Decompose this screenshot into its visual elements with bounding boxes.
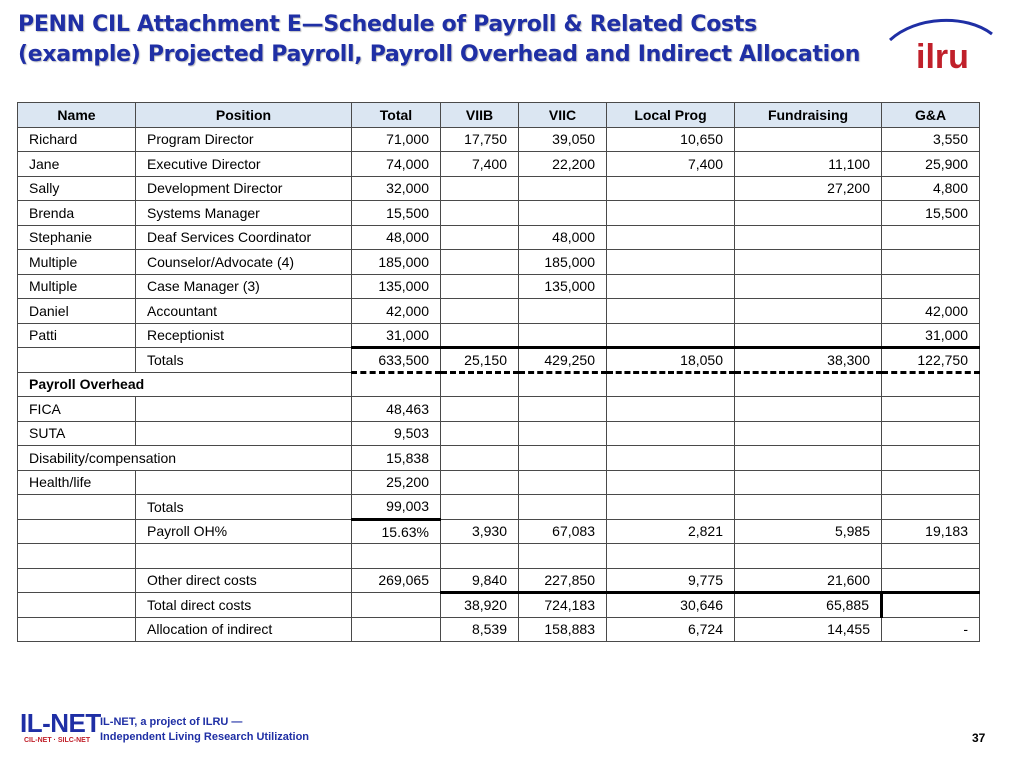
table-cell bbox=[735, 397, 882, 422]
table-cell bbox=[519, 176, 607, 201]
table-cell: Daniel bbox=[18, 299, 136, 324]
page-number: 37 bbox=[972, 731, 986, 745]
table-cell bbox=[735, 299, 882, 324]
table-cell: Multiple bbox=[18, 274, 136, 299]
table-cell: 48,000 bbox=[519, 225, 607, 250]
column-header: Total bbox=[352, 103, 441, 128]
table-cell: 185,000 bbox=[352, 250, 441, 275]
table-cell bbox=[18, 593, 136, 618]
table-cell bbox=[607, 421, 735, 446]
table-cell bbox=[882, 593, 980, 618]
table-row bbox=[18, 446, 980, 471]
table-cell: 21,600 bbox=[735, 568, 882, 593]
table-cell bbox=[519, 372, 607, 397]
table-cell bbox=[519, 495, 607, 520]
table-cell bbox=[519, 421, 607, 446]
title-line-1: PENN CIL Attachment E—Schedule of Payroll & Related Costs bbox=[18, 12, 757, 37]
table-cell: 15.63% bbox=[352, 519, 441, 544]
table-cell bbox=[607, 250, 735, 275]
table-cell bbox=[441, 470, 519, 495]
table-cell bbox=[735, 544, 882, 569]
table-cell: 25,900 bbox=[882, 152, 980, 177]
table-row bbox=[18, 176, 980, 201]
table-cell bbox=[607, 544, 735, 569]
column-header: VIIB bbox=[441, 103, 519, 128]
table-row bbox=[18, 201, 980, 226]
footer-line-1: IL-NET, a project of ILRU — bbox=[100, 716, 243, 728]
table-cell: 11,100 bbox=[735, 152, 882, 177]
table-cell: Totals bbox=[136, 495, 352, 520]
table-cell bbox=[18, 519, 136, 544]
table-cell bbox=[519, 299, 607, 324]
table-cell bbox=[607, 176, 735, 201]
table-cell bbox=[136, 470, 352, 495]
table-row bbox=[18, 127, 980, 152]
table-cell bbox=[441, 274, 519, 299]
table-cell bbox=[735, 323, 882, 348]
table-cell: 429,250 bbox=[519, 348, 607, 373]
table-cell: 65,885 bbox=[735, 593, 882, 618]
table-cell bbox=[519, 446, 607, 471]
table-cell bbox=[441, 544, 519, 569]
table-cell: 42,000 bbox=[882, 299, 980, 324]
table-cell: Other direct costs bbox=[136, 568, 352, 593]
section-heading-row bbox=[18, 372, 980, 397]
table-cell bbox=[352, 593, 441, 618]
table-cell bbox=[519, 201, 607, 226]
allocation-row bbox=[18, 617, 980, 642]
table-cell bbox=[441, 397, 519, 422]
table-cell bbox=[882, 372, 980, 397]
table-cell: 19,183 bbox=[882, 519, 980, 544]
table-cell: 31,000 bbox=[352, 323, 441, 348]
column-header: Local Prog bbox=[607, 103, 735, 128]
table-cell bbox=[607, 446, 735, 471]
table-cell bbox=[519, 323, 607, 348]
table-cell bbox=[18, 617, 136, 642]
table-cell: 38,300 bbox=[735, 348, 882, 373]
ilru-logo bbox=[886, 12, 996, 74]
table-row bbox=[18, 225, 980, 250]
table-cell bbox=[519, 544, 607, 569]
table-cell bbox=[735, 201, 882, 226]
table-cell: Total direct costs bbox=[136, 593, 352, 618]
title-line-2: (example) Projected Payroll, Payroll Overhead and Indirect Allocation bbox=[18, 42, 861, 67]
table-cell: 4,800 bbox=[882, 176, 980, 201]
table-cell: FICA bbox=[18, 397, 136, 422]
table-row bbox=[18, 397, 980, 422]
il-net-logo-subtext: CIL-NET · SILC-NET bbox=[24, 737, 91, 744]
table-cell bbox=[882, 470, 980, 495]
table-cell bbox=[441, 421, 519, 446]
table-cell: 15,500 bbox=[882, 201, 980, 226]
payroll-schedule-table bbox=[17, 102, 980, 642]
table-cell: 18,050 bbox=[607, 348, 735, 373]
table-cell: 30,646 bbox=[607, 593, 735, 618]
footer-caption bbox=[100, 715, 309, 745]
footer-line-2: Independent Living Research Utilization bbox=[100, 731, 310, 743]
table-cell: 9,775 bbox=[607, 568, 735, 593]
table-cell: 39,050 bbox=[519, 127, 607, 152]
column-header: Fundraising bbox=[735, 103, 882, 128]
table-cell bbox=[607, 299, 735, 324]
total-direct-row bbox=[18, 593, 980, 618]
column-header: G&A bbox=[882, 103, 980, 128]
table-cell bbox=[136, 421, 352, 446]
table-cell: 15,500 bbox=[352, 201, 441, 226]
table-cell: Payroll OH% bbox=[136, 519, 352, 544]
table-cell bbox=[136, 397, 352, 422]
table-cell: Deaf Services Coordinator bbox=[136, 225, 352, 250]
table-cell: 10,650 bbox=[607, 127, 735, 152]
table-row bbox=[18, 250, 980, 275]
table-cell bbox=[735, 495, 882, 520]
table-cell: 7,400 bbox=[441, 152, 519, 177]
table-cell: 9,840 bbox=[441, 568, 519, 593]
table-cell: 17,750 bbox=[441, 127, 519, 152]
table-cell bbox=[519, 470, 607, 495]
table-cell: Counselor/Advocate (4) bbox=[136, 250, 352, 275]
table-cell: 7,400 bbox=[607, 152, 735, 177]
table-cell bbox=[882, 250, 980, 275]
table-cell: Accountant bbox=[136, 299, 352, 324]
table-cell: 31,000 bbox=[882, 323, 980, 348]
other-direct-row bbox=[18, 568, 980, 593]
table-cell: 6,724 bbox=[607, 617, 735, 642]
table-cell: 2,821 bbox=[607, 519, 735, 544]
table-cell bbox=[441, 299, 519, 324]
table-cell: 15,838 bbox=[352, 446, 441, 471]
table-cell bbox=[441, 446, 519, 471]
table-cell bbox=[735, 372, 882, 397]
table-cell bbox=[352, 544, 441, 569]
table-cell: 71,000 bbox=[352, 127, 441, 152]
table-cell bbox=[882, 568, 980, 593]
table-cell: 99,003 bbox=[352, 495, 441, 520]
table-cell bbox=[441, 225, 519, 250]
table-cell: 48,463 bbox=[352, 397, 441, 422]
il-net-logo bbox=[20, 708, 101, 744]
table-cell: Case Manager (3) bbox=[136, 274, 352, 299]
table-cell: 135,000 bbox=[519, 274, 607, 299]
table-cell: Allocation of indirect bbox=[136, 617, 352, 642]
column-header: Name bbox=[18, 103, 136, 128]
table-cell: 3,550 bbox=[882, 127, 980, 152]
table-cell: 227,850 bbox=[519, 568, 607, 593]
table-cell bbox=[607, 225, 735, 250]
table-cell: 158,883 bbox=[519, 617, 607, 642]
table-cell bbox=[882, 397, 980, 422]
table-cell bbox=[735, 127, 882, 152]
table-cell bbox=[18, 544, 136, 569]
table-cell bbox=[882, 446, 980, 471]
table-cell bbox=[607, 372, 735, 397]
table-cell: 122,750 bbox=[882, 348, 980, 373]
table-cell bbox=[441, 250, 519, 275]
table-cell bbox=[441, 176, 519, 201]
table-row bbox=[18, 421, 980, 446]
table-cell: 67,083 bbox=[519, 519, 607, 544]
table-cell: Jane bbox=[18, 152, 136, 177]
table-cell: 269,065 bbox=[352, 568, 441, 593]
table-cell: 32,000 bbox=[352, 176, 441, 201]
spacer-row bbox=[18, 544, 980, 569]
table-cell bbox=[441, 372, 519, 397]
table-cell: Stephanie bbox=[18, 225, 136, 250]
table-cell bbox=[18, 495, 136, 520]
column-header: Position bbox=[136, 103, 352, 128]
ilru-logo-text: ilru bbox=[916, 38, 969, 74]
table-cell: SUTA bbox=[18, 421, 136, 446]
table-cell: 22,200 bbox=[519, 152, 607, 177]
table-cell bbox=[735, 470, 882, 495]
table-cell bbox=[136, 544, 352, 569]
table-cell: 3,930 bbox=[441, 519, 519, 544]
table-cell: 48,000 bbox=[352, 225, 441, 250]
table-cell: 185,000 bbox=[519, 250, 607, 275]
table-cell bbox=[352, 617, 441, 642]
table-row bbox=[18, 152, 980, 177]
table-cell bbox=[882, 421, 980, 446]
table-cell: Brenda bbox=[18, 201, 136, 226]
table-cell: Totals bbox=[136, 348, 352, 373]
table-cell: 14,455 bbox=[735, 617, 882, 642]
table-cell: 38,920 bbox=[441, 593, 519, 618]
table-cell: 27,200 bbox=[735, 176, 882, 201]
table-body bbox=[18, 127, 980, 642]
table-cell bbox=[441, 323, 519, 348]
table-cell bbox=[607, 397, 735, 422]
table-cell bbox=[607, 470, 735, 495]
table-row bbox=[18, 323, 980, 348]
table-cell bbox=[607, 495, 735, 520]
il-net-logo-text: IL-NET bbox=[20, 708, 101, 738]
table-cell bbox=[735, 274, 882, 299]
table-cell: Executive Director bbox=[136, 152, 352, 177]
table-cell: 74,000 bbox=[352, 152, 441, 177]
table-cell: Development Director bbox=[136, 176, 352, 201]
table-cell: Multiple bbox=[18, 250, 136, 275]
table-cell: 42,000 bbox=[352, 299, 441, 324]
table-cell bbox=[607, 274, 735, 299]
header-row bbox=[18, 103, 980, 128]
table-cell: Richard bbox=[18, 127, 136, 152]
table-cell: 633,500 bbox=[352, 348, 441, 373]
table-cell: Patti bbox=[18, 323, 136, 348]
table-cell bbox=[352, 372, 441, 397]
table-cell: 25,150 bbox=[441, 348, 519, 373]
table-cell bbox=[441, 495, 519, 520]
table-cell: 25,200 bbox=[352, 470, 441, 495]
payroll-overhead-heading: Payroll Overhead bbox=[18, 372, 352, 397]
page-title bbox=[18, 10, 898, 70]
totals-row bbox=[18, 348, 980, 373]
table-cell: Disability/compensation bbox=[18, 446, 352, 471]
table-cell bbox=[441, 201, 519, 226]
table-cell: 9,503 bbox=[352, 421, 441, 446]
table-cell: 724,183 bbox=[519, 593, 607, 618]
table-cell: - bbox=[882, 617, 980, 642]
table-cell bbox=[735, 446, 882, 471]
table-cell bbox=[735, 421, 882, 446]
table-cell bbox=[882, 495, 980, 520]
table-cell bbox=[607, 323, 735, 348]
table-cell bbox=[607, 201, 735, 226]
table-cell: Health/life bbox=[18, 470, 136, 495]
table-cell bbox=[519, 397, 607, 422]
table-row bbox=[18, 470, 980, 495]
table-cell: Receptionist bbox=[136, 323, 352, 348]
table-cell: Sally bbox=[18, 176, 136, 201]
payroll-oh-row bbox=[18, 519, 980, 544]
table-cell: 8,539 bbox=[441, 617, 519, 642]
table-cell bbox=[18, 348, 136, 373]
table-cell: Program Director bbox=[136, 127, 352, 152]
table-cell bbox=[882, 274, 980, 299]
table-row bbox=[18, 299, 980, 324]
column-header: VIIC bbox=[519, 103, 607, 128]
totals-row bbox=[18, 495, 980, 520]
table-cell: 5,985 bbox=[735, 519, 882, 544]
table-cell: 135,000 bbox=[352, 274, 441, 299]
table-cell: Systems Manager bbox=[136, 201, 352, 226]
table-cell bbox=[735, 250, 882, 275]
table-cell bbox=[18, 568, 136, 593]
table-cell bbox=[735, 225, 882, 250]
table-row bbox=[18, 274, 980, 299]
table-cell bbox=[882, 544, 980, 569]
table-cell bbox=[882, 225, 980, 250]
